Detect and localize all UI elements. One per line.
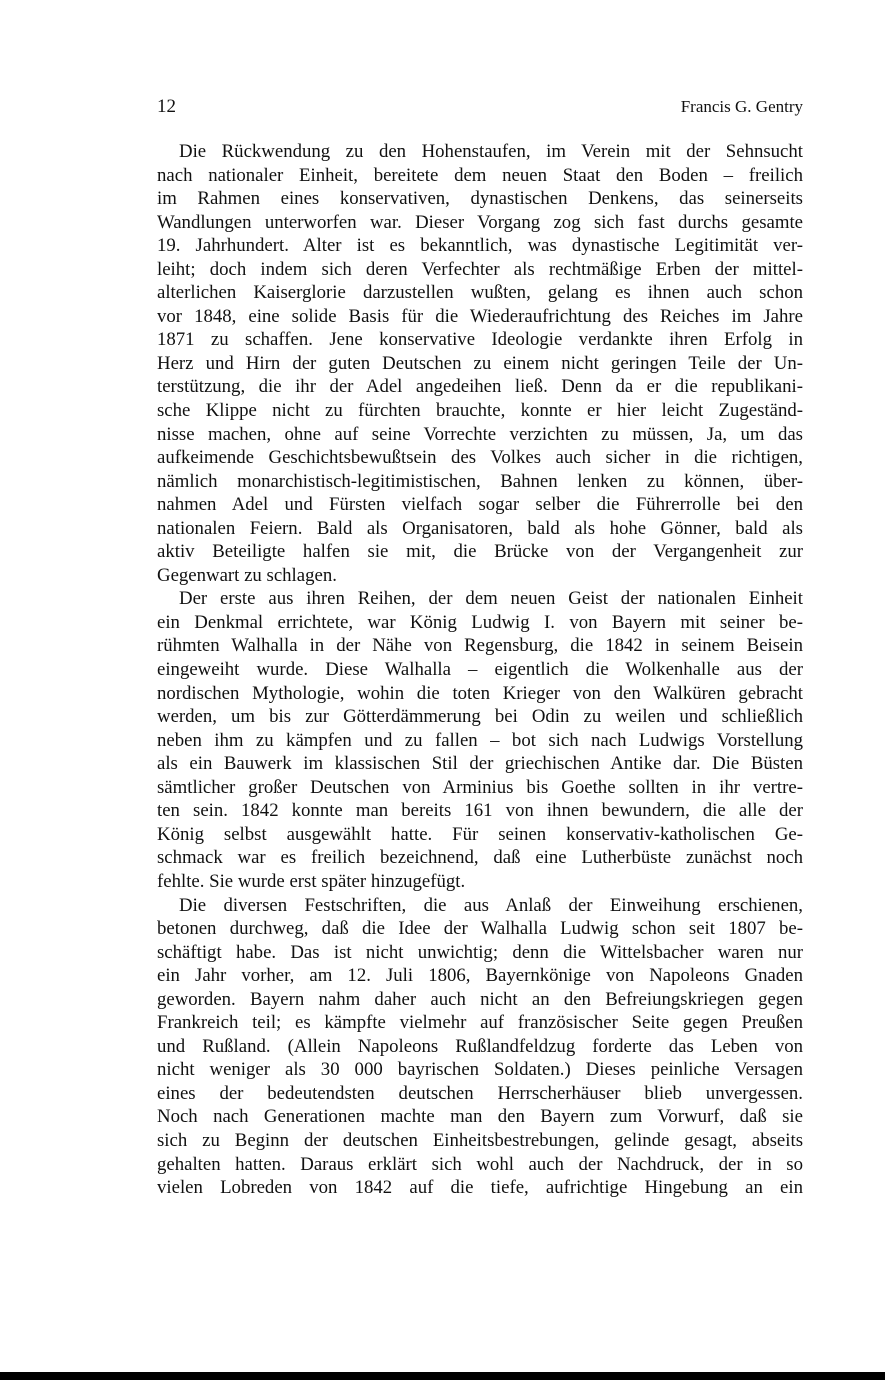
text-line: und Rußland. (Allein Napoleons Rußlandfeldzug forderte das Leben von [157, 1035, 803, 1057]
text-line: nämlich monarchistisch-legitimistischen, Bahnen lenken zu können, über- [157, 470, 803, 492]
text-line: betonen durchweg, daß die Idee der Walhalla Ludwig schon seit 1807 be- [157, 918, 803, 940]
text-line: sich zu Beginn der deutschen Einheitsbestrebungen, gelinde gesagt, abseits [157, 1129, 803, 1151]
text-line: nicht weniger als 30 000 bayrischen Soldaten.) Dieses peinliche Versagen [157, 1059, 803, 1081]
text-line: werden, um bis zur Götterdämmerung bei Odin zu weilen und schließlich [157, 706, 803, 728]
text-line: geworden. Bayern nahm daher auch nicht an den Befreiungskriegen gegen [157, 988, 803, 1010]
text-line: aufkeimende Geschichtsbewußtsein des Volkes auch sicher in die richtigen, [157, 447, 803, 469]
body-text [157, 140, 803, 1200]
text-line: sche Klippe nicht zu fürchten brauchte, konnte er hier leicht Zugeständ- [157, 400, 803, 422]
text-line: ein Jahr vorher, am 12. Juli 1806, Bayernkönige von Napoleons Gnaden [157, 965, 803, 987]
text-line: nisse machen, ohne auf seine Vorrechte verzichten zu müssen, Ja, um das [157, 423, 803, 445]
text-line: als ein Bauwerk im klassischen Stil der griechischen Antike dar. Die Büsten [157, 753, 803, 775]
text-line: Herz und Hirn der guten Deutschen zu einem nicht geringen Teile der Un- [157, 352, 803, 374]
text-line: eingeweiht wurde. Diese Walhalla – eigentlich die Wolkenhalle aus der [157, 659, 803, 681]
text-line: schmack war es freilich bezeichnend, daß eine Lutherbüste zunächst noch [157, 847, 803, 869]
text-line: Frankreich teil; es kämpfte vielmehr auf französischer Seite gegen Preußen [157, 1012, 803, 1034]
running-head-author: Francis G. Gentry [680, 97, 803, 116]
text-line: aktiv Beteiligte halfen sie mit, die Brücke von der Vergangenheit zur [157, 541, 803, 563]
text-line: ein Denkmal errichtete, war König Ludwig I. von Bayern mit seiner be- [157, 611, 803, 633]
text-line: fehlte. Sie wurde erst später hinzugefügt. [157, 870, 466, 892]
text-line: Der erste aus ihren Reihen, der dem neuen Geist der nationalen Einheit [179, 588, 803, 610]
text-line: ten sein. 1842 konnte man bereits 161 von ihnen bewundern, die alle der [157, 800, 803, 822]
text-line: 19. Jahrhundert. Alter ist es bekanntlich, was dynastische Legitimität ver- [157, 235, 803, 257]
text-line: leiht; doch indem sich deren Verfechter als rechtmäßige Erben der mittel- [157, 258, 803, 280]
text-line: vor 1848, eine solide Basis für die Wiederaufrichtung des Reiches im Jahre [157, 305, 803, 327]
paragraph [157, 140, 803, 587]
text-line: Gegenwart zu schlagen. [157, 564, 337, 586]
text-line: 1871 zu schaffen. Jene konservative Ideologie verdankte ihren Erfolg in [157, 329, 803, 351]
paragraph [157, 894, 803, 1200]
text-line: neben ihm zu kämpfen und zu fallen – bot sich nach Ludwigs Vorstellung [157, 729, 803, 751]
text-line: nordischen Mythologie, wohin die toten Krieger von den Walküren gebracht [157, 682, 803, 704]
text-line: Die diversen Festschriften, die aus Anlaß der Einweihung erschienen, [179, 894, 803, 916]
paragraph [157, 587, 803, 893]
text-line: eines der bedeutendsten deutschen Herrscherhäuser blieb unvergessen. [157, 1082, 803, 1104]
text-line: Wandlungen unterworfen war. Dieser Vorgang zog sich fast durchs gesamte [157, 211, 803, 233]
text-line: nationalen Feiern. Bald als Organisatoren, bald als hohe Gönner, bald als [157, 517, 803, 539]
text-line: rühmten Walhalla in der Nähe von Regensburg, die 1842 in seinem Beisein [157, 635, 803, 657]
text-line: schäftigt habe. Das ist nicht unwichtig; denn die Wittelsbacher waren nur [157, 941, 803, 963]
text-line: nach nationaler Einheit, bereitete dem neuen Staat den Boden – freilich [157, 164, 803, 186]
text-line: vielen Lobreden von 1842 auf die tiefe, aufrichtige Hingebung an ein [157, 1177, 803, 1199]
text-line: alterlichen Kaiserglorie darzustellen wußten, gelang es ihnen auch schon [157, 282, 803, 304]
page-number: 12 [157, 96, 176, 117]
text-line: Noch nach Generationen machte man den Bayern zum Vorwurf, daß sie [157, 1106, 803, 1128]
text-line: nahmen Adel und Fürsten vielfach sogar selber die Führerrolle bei den [157, 494, 803, 516]
page-bottom-edge [0, 1372, 885, 1380]
text-line: Die Rückwendung zu den Hohenstaufen, im Verein mit der Sehnsucht [179, 141, 803, 162]
text-line: gehalten hatten. Daraus erklärt sich wohl auch der Nachdruck, der in so [157, 1153, 803, 1175]
text-line: König selbst ausgewählt hatte. Für seinen konservativ-katholischen Ge- [157, 823, 803, 845]
text-line: sämtlicher großer Deutschen von Arminius bis Goethe sollten in ihr vertre- [157, 776, 803, 798]
text-line: im Rahmen eines konservativen, dynastischen Denkens, das seinerseits [157, 188, 803, 210]
page-header [157, 94, 803, 120]
text-line: terstützung, die ihr der Adel angedeihen ließ. Denn da er die republikani- [157, 376, 803, 398]
